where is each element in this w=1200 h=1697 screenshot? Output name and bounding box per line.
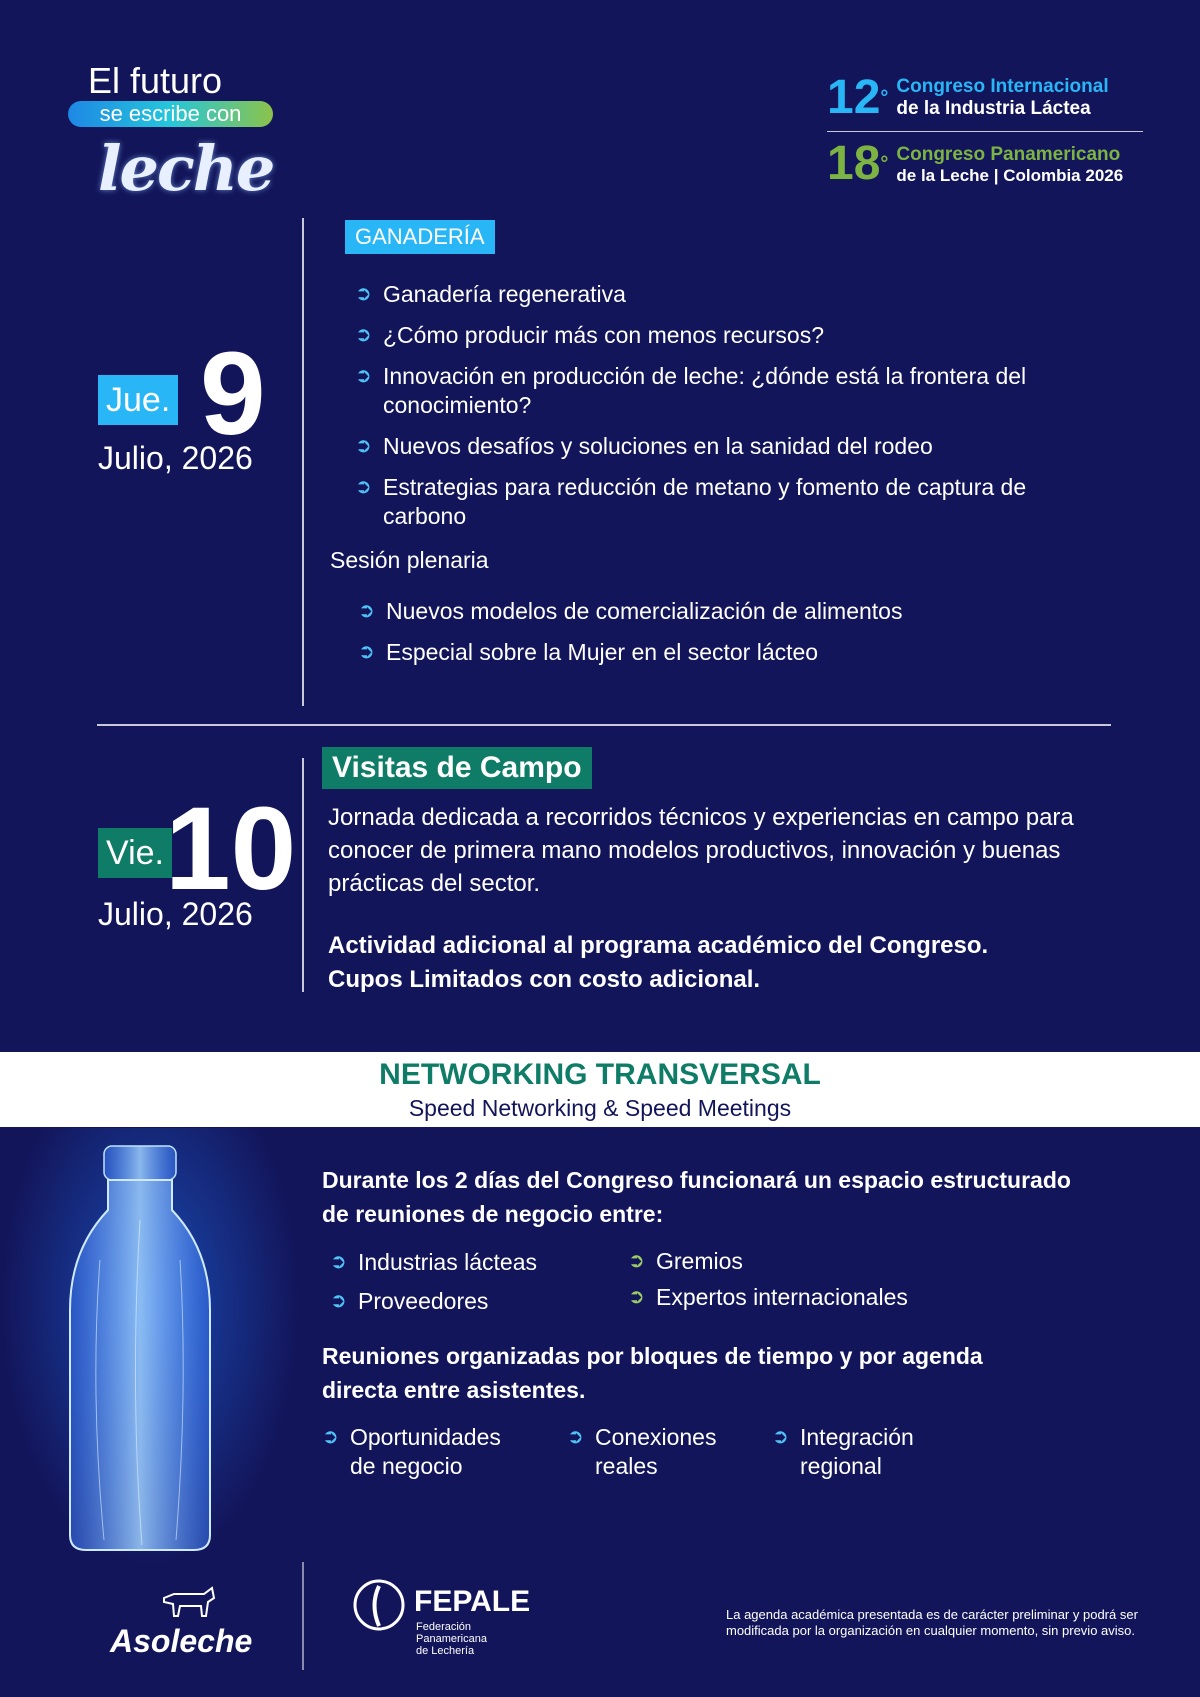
list-item: ➲ Expertos internacionales: [628, 1284, 908, 1310]
congress-18-line1: Congreso Panamericano: [896, 144, 1121, 165]
networking-right-list: [628, 1247, 908, 1312]
congress-18-num: 18: [827, 137, 881, 190]
list-item: ➲ Industrias lácteas: [330, 1249, 537, 1275]
benefit-item: ➲ Integración regional: [772, 1424, 914, 1479]
day2-number: 10: [165, 783, 297, 915]
day2-date: Julio, 2026: [98, 896, 253, 932]
logo-line1: El futuro: [88, 60, 223, 101]
congress-12-line2: de la Industria Láctea: [896, 98, 1091, 119]
congress-divider: [827, 131, 1143, 132]
networking-left-list: [330, 1248, 537, 1316]
list-item: ➲ Innovación en producción de leche: ¿dónde está la frontera del conocimiento?: [355, 363, 1027, 418]
plenary-label: Sesión plenaria: [330, 547, 489, 573]
congress-18: [827, 137, 1124, 190]
day1-section-tag: GANADERÍA: [345, 220, 495, 254]
day1-item-list: [355, 280, 1075, 531]
plenary-list: [358, 597, 1078, 667]
networking-blocks: Reuniones organizadas por bloques de tiempo y por agenda directa entre asistentes.: [322, 1343, 983, 1403]
day2-divider: [302, 758, 304, 992]
arrow-right-icon: ➲: [355, 324, 372, 346]
arrow-right-icon: ➲: [355, 476, 372, 498]
cow-icon: [158, 1584, 218, 1624]
fepale-logo: FEPALE: [414, 1585, 531, 1618]
congress-18-deg: °: [880, 153, 889, 175]
list-item: ➲ Nuevos modelos de comercialización de alimentos: [358, 598, 903, 624]
fepale-subtitle: Federación Panamericana de Lechería: [416, 1621, 487, 1657]
congress-12-deg: °: [880, 87, 889, 109]
list-item: ➲ Proveedores: [330, 1288, 489, 1314]
networking-subtitle: Speed Networking & Speed Meetings: [408, 1095, 792, 1121]
day2-section-tag: Visitas de Campo: [322, 747, 592, 789]
list-item: ➲ Estrategias para reducción de metano y fomento de captura de carbono: [355, 474, 1027, 529]
arrow-right-icon: ➲: [628, 1250, 645, 1272]
list-item: ➲ Gremios: [628, 1248, 743, 1274]
list-item: ➲ Especial sobre la Mujer en el sector lácteo: [358, 639, 819, 665]
arrow-right-icon: ➲: [355, 365, 372, 387]
arrow-right-icon: ➲: [355, 283, 372, 305]
arrow-right-icon: ➲: [772, 1426, 789, 1448]
logo-leche: leche: [98, 132, 274, 205]
arrow-right-icon: ➲: [358, 641, 375, 663]
congress-18-line2: de la Leche | Colombia 2026: [896, 166, 1124, 185]
congress-12-line1: Congreso Internacional: [896, 76, 1109, 97]
arrow-right-icon: ➲: [355, 435, 372, 457]
list-item: ➲ Ganadería regenerativa: [355, 281, 626, 307]
day1-tag: Jue.: [98, 375, 178, 425]
milk-bottle-image: [60, 1140, 220, 1560]
arrow-right-icon: ➲: [628, 1286, 645, 1308]
list-item: ➲ Nuevos desafíos y soluciones en la sanidad del rodeo: [355, 433, 933, 459]
arrow-right-icon: ➲: [567, 1426, 584, 1448]
day1-divider: [302, 218, 304, 706]
day1-number: 9: [200, 328, 266, 460]
asoleche-logo: Asoleche: [110, 1623, 253, 1659]
benefit-item: ➲ Oportunidades de negocio: [322, 1424, 501, 1479]
benefit-item: ➲ Conexiones reales: [567, 1424, 717, 1479]
logo-line2: se escribe con: [68, 101, 273, 127]
day2-tag: Vie.: [98, 828, 172, 878]
list-item: ➲ ¿Cómo producir más con menos recursos?: [355, 322, 824, 348]
networking-intro: Durante los 2 días del Congreso funcionará un espacio estructurado de reuniones de negocio entre:: [322, 1167, 1071, 1227]
arrow-right-icon: ➲: [330, 1290, 347, 1312]
arrow-right-icon: ➲: [322, 1426, 339, 1448]
congress-12: [827, 71, 1109, 124]
footer-divider: [302, 1562, 304, 1670]
congress-12-num: 12: [827, 71, 881, 124]
day2-note: Actividad adicional al programa académico del Congreso. Cupos Limitados con costo adicional.: [328, 932, 989, 993]
fepale-emblem-icon: [352, 1578, 406, 1632]
benefits-row: [322, 1423, 972, 1481]
arrow-right-icon: ➲: [358, 600, 375, 622]
day1-date: Julio, 2026: [98, 440, 253, 476]
disclaimer: La agenda académica presentada es de carácter preliminar y podrá ser modificada por la organización en cualquier momento, sin previo aviso.: [726, 1607, 1138, 1638]
networking-title: NETWORKING TRANSVERSAL: [379, 1058, 821, 1091]
arrow-right-icon: ➲: [330, 1251, 347, 1273]
day2-description: Jornada dedicada a recorridos técnicos y experiencias en campo para conocer de primera mano modelos productivos, innovación y buenas prácticas del sector.: [328, 804, 1074, 897]
day-separator: [97, 724, 1111, 726]
